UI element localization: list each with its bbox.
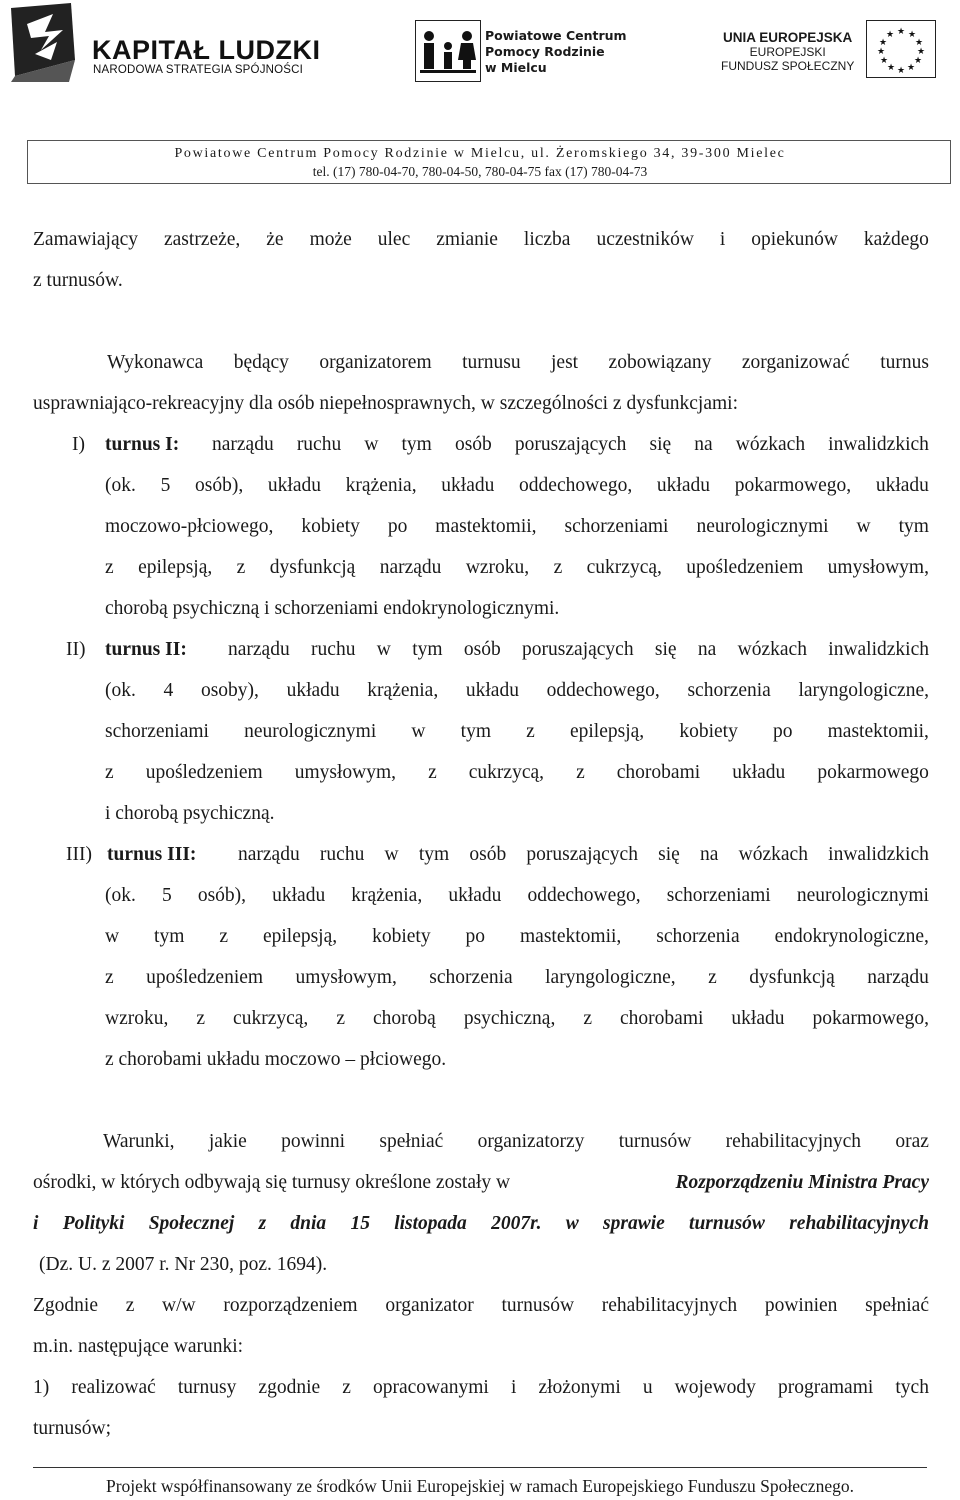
word: zastrzeże,: [164, 229, 241, 250]
word: umysłowym,: [294, 762, 397, 783]
eu-title: UNIA EUROPEJSKA: [723, 30, 853, 45]
svg-text:★: ★: [886, 63, 896, 73]
word: rehabilitacyjnych: [789, 1213, 929, 1234]
p3-line-2-plain: ośrodki, w których odbywają się turnusy określone zostały w: [33, 1172, 511, 1193]
word: umysłowym,: [827, 557, 929, 578]
word: inwalidzkich: [828, 844, 929, 865]
word: upośledzeniem: [686, 557, 804, 578]
word: turnus: [880, 352, 929, 373]
word: 15: [350, 1213, 370, 1234]
word: schorzeniami: [564, 516, 669, 537]
p4-line-2: m.in. następujące warunki:: [33, 1336, 244, 1357]
word: układu: [731, 1008, 785, 1029]
svg-text:★: ★: [896, 27, 906, 37]
footer-rule: [33, 1467, 927, 1468]
word: układu: [448, 885, 502, 906]
word: upośledzeniem: [145, 762, 263, 783]
word: opiekunów: [751, 229, 838, 250]
word: wzroku,: [465, 557, 530, 578]
word: Zgodnie: [33, 1295, 98, 1316]
word: inwalidzkich: [828, 639, 929, 660]
word: osób: [469, 844, 507, 865]
word: że: [266, 229, 284, 250]
footer-cofinancing-note: Projekt współfinansowany ze środków Unii Europejskiej w ramach Europejskiego Funduszu Społecznego.: [106, 1476, 854, 1496]
word: osób),: [197, 885, 247, 906]
word: epilepsją,: [138, 557, 213, 578]
eu-logo-text: [721, 31, 854, 73]
word: kobiety: [679, 721, 738, 742]
word: 2007r.: [491, 1213, 542, 1234]
word: schorzeniami: [105, 721, 209, 742]
word: w: [565, 1213, 579, 1234]
word: sprawie: [603, 1213, 665, 1234]
word: krążenia,: [345, 475, 417, 496]
word: neurologicznymi: [244, 721, 377, 742]
word: układu: [441, 475, 495, 496]
word: mastektomii,: [520, 926, 622, 947]
word: (ok.: [105, 475, 136, 496]
word: tym: [418, 844, 450, 865]
word: cukrzycą,: [468, 762, 545, 783]
p2-line-2: usprawniająco-rekreacyjny dla osób niepełnosprawnych, w szczególności z dysfunkcjami:: [33, 393, 739, 414]
word: uczestników: [596, 229, 694, 250]
turnus-3-line-5: [105, 1007, 929, 1031]
turnus-2-line-4: [105, 761, 929, 785]
pcpr-line-2: Pomocy Rodzinie: [485, 44, 605, 59]
word: krążenia,: [367, 680, 439, 701]
turnus-3-marker: III): [66, 844, 92, 865]
word: mastektomii,: [827, 721, 929, 742]
turnus-1-line-4: [105, 556, 929, 580]
word: zorganizować: [741, 352, 850, 373]
word: narządu: [212, 434, 274, 455]
word: jest: [551, 352, 579, 373]
word: realizować: [71, 1377, 156, 1398]
word: z: [576, 762, 585, 783]
word: narządu: [867, 967, 929, 988]
word: wózkach: [738, 844, 808, 865]
word: upośledzeniem: [146, 967, 264, 988]
turnus-3-line-4: [105, 966, 929, 990]
kapital-ludzki-subtitle: NARODOWA STRATEGIA SPÓJNOŚCI: [93, 64, 304, 76]
pcpr-line-3: w Mielcu: [485, 60, 547, 75]
word: programami: [778, 1377, 874, 1398]
word: tym: [412, 639, 443, 660]
word: z: [105, 557, 114, 578]
word: pokarmowego,: [734, 475, 852, 496]
p1-line-2: z turnusów.: [33, 270, 123, 291]
word: wózkach: [735, 434, 806, 455]
turnus-2-label: turnus II:: [105, 639, 187, 660]
word: schorzenia: [687, 680, 771, 701]
p5-line-1: [33, 1376, 929, 1400]
word: wojewody: [674, 1377, 756, 1398]
word: w: [856, 516, 871, 537]
word: 1): [33, 1377, 50, 1398]
eu-flag-icon: [866, 20, 936, 78]
word: umysłowym,: [295, 967, 397, 988]
word: się: [658, 844, 680, 865]
word: kobiety: [372, 926, 431, 947]
word: rehabilitacyjnych: [601, 1295, 738, 1316]
phone-fax-line: tel. (17) 780-04-70, 780-04-50, 780-04-75 fax (17) 780-04-73: [312, 164, 648, 179]
eu-line-2: EUROPEJSKI: [749, 45, 826, 59]
svg-text:★: ★: [914, 38, 924, 48]
word: osób),: [195, 475, 244, 496]
word: ruchu: [296, 434, 342, 455]
p3-regulation-title-part2: [33, 1212, 929, 1236]
svg-text:★: ★: [879, 56, 889, 66]
word: z: [196, 1008, 206, 1029]
word: z: [428, 762, 437, 783]
svg-text:★: ★: [916, 47, 926, 57]
word: w/w: [162, 1295, 196, 1316]
word: neurologicznymi: [796, 885, 929, 906]
word: listopada: [394, 1213, 467, 1234]
word: i: [510, 1377, 517, 1398]
word: z: [125, 1295, 135, 1316]
word: turnusów: [618, 1131, 692, 1152]
word: układu: [732, 762, 786, 783]
kapital-ludzki-title: KAPITAŁ LUDZKI: [92, 35, 321, 65]
word: wózkach: [737, 639, 807, 660]
word: zmianie: [436, 229, 498, 250]
word: osób: [454, 434, 492, 455]
svg-text:★: ★: [907, 30, 917, 40]
turnus-3-line-2: [105, 884, 929, 908]
turnus-1-marker: I): [72, 434, 85, 455]
word: z: [105, 762, 114, 783]
word: na: [697, 639, 717, 660]
word: po: [772, 721, 793, 742]
word: w: [105, 926, 120, 947]
word: oddechowego,: [546, 680, 660, 701]
word: może: [309, 229, 352, 250]
word: układu: [875, 475, 929, 496]
word: w: [384, 844, 399, 865]
word: ruchu: [319, 844, 365, 865]
word: chorobami: [616, 762, 701, 783]
word: po: [387, 516, 408, 537]
word: laryngologiczne,: [545, 967, 676, 988]
word: rehabilitacyjnych: [725, 1131, 862, 1152]
svg-text:★: ★: [906, 63, 916, 73]
word: każdego: [863, 229, 929, 250]
p3-line-1: [103, 1130, 929, 1154]
word: schorzenia: [429, 967, 513, 988]
word: powinni: [281, 1131, 346, 1152]
word: (ok.: [105, 680, 136, 701]
word: jakie: [208, 1131, 247, 1152]
word: się: [649, 434, 672, 455]
word: organizatorzy: [477, 1131, 585, 1152]
word: laryngologiczne,: [798, 680, 929, 701]
word: 5: [160, 475, 171, 496]
word: pokarmowego: [817, 762, 929, 783]
turnus-1-line-3: [105, 515, 929, 539]
word: 5: [161, 885, 172, 906]
word: układu: [656, 475, 710, 496]
p3-regulation-title-part1: Rozporządzeniu Ministra Pracy: [675, 1172, 929, 1193]
word: dysfunkcją: [269, 557, 356, 578]
word: inwalidzkich: [828, 434, 929, 455]
word: cukrzycą,: [233, 1008, 309, 1029]
word: tym: [460, 721, 492, 742]
address-line: Powiatowe Centrum Pomocy Rodzinie w Mielcu, ul. Żeromskiego 34, 39-300 Mielec: [174, 146, 786, 161]
word: układu: [272, 885, 326, 906]
pcpr-logo-text: [485, 28, 627, 76]
word: z: [336, 1008, 345, 1029]
turnus-2-line-3: [105, 720, 929, 744]
word: tym: [401, 434, 432, 455]
word: opracowanymi: [372, 1377, 489, 1398]
word: z: [258, 1213, 267, 1234]
word: psychiczną,: [463, 1008, 556, 1029]
p5-line-2: turnusów;: [33, 1418, 111, 1439]
word: na: [700, 844, 719, 865]
turnus-3-line-3: [105, 925, 929, 949]
word: endokrynologiczne,: [774, 926, 929, 947]
word: osoby),: [200, 680, 259, 701]
word: Polityki: [62, 1213, 125, 1234]
pcpr-line-1: Powiatowe Centrum: [485, 28, 627, 43]
word: chorobą: [372, 1008, 436, 1029]
word: dysfunkcją: [749, 967, 835, 988]
turnus-1-label: turnus I:: [105, 434, 180, 455]
word: organizator: [385, 1295, 474, 1316]
word: układu: [465, 680, 519, 701]
word: z: [553, 557, 563, 578]
svg-text:★: ★: [896, 66, 906, 76]
word: cukrzycą,: [586, 557, 662, 578]
word: pokarmowego,: [812, 1008, 929, 1029]
word: turnusu: [462, 352, 521, 373]
turnus-3-line-6: z chorobami układu moczowo – płciowego.: [105, 1049, 447, 1070]
turnus-2-marker: II): [66, 639, 86, 660]
word: oraz: [895, 1131, 929, 1152]
word: narządu: [228, 639, 290, 660]
pcpr-family-icon: [415, 20, 481, 82]
eu-line-3: FUNDUSZ SPOŁECZNY: [721, 59, 855, 73]
word: krążenia,: [351, 885, 423, 906]
word: dnia: [290, 1213, 327, 1234]
word: Społecznej: [148, 1213, 235, 1234]
word: Wykonawca: [107, 352, 204, 373]
word: turnusy: [177, 1377, 237, 1398]
word: (ok.: [105, 885, 136, 906]
svg-text:★: ★: [885, 30, 895, 40]
word: z: [708, 967, 717, 988]
word: u: [642, 1377, 653, 1398]
word: z: [105, 967, 114, 988]
word: powinien: [764, 1295, 838, 1316]
word: epilepsją,: [262, 926, 338, 947]
word: Warunki,: [103, 1131, 175, 1152]
word: złożonymi: [538, 1377, 621, 1398]
word: epilepsją,: [569, 721, 645, 742]
turnus-1-line-2: [105, 474, 929, 498]
word: neurologicznymi: [696, 516, 829, 537]
word: schorzeniami: [666, 885, 771, 906]
word: z: [526, 721, 535, 742]
p3-line-4: (Dz. U. z 2007 r. Nr 230, poz. 1694).: [39, 1254, 328, 1275]
word: oddechowego,: [519, 475, 633, 496]
word: rozporządzeniem: [223, 1295, 358, 1316]
word: układu: [286, 680, 340, 701]
p1-line-1: [33, 228, 929, 252]
word: zgodnie: [258, 1377, 321, 1398]
turnus-2-line-5: i chorobą psychiczną.: [105, 803, 275, 824]
word: liczba: [523, 229, 571, 250]
word: narządu: [238, 844, 300, 865]
turnus-2-line-1: [228, 638, 929, 662]
word: z: [236, 557, 246, 578]
word: na: [694, 434, 713, 455]
word: tym: [898, 516, 929, 537]
word: w: [364, 434, 379, 455]
p3-line-2: [33, 1171, 929, 1195]
word: turnusów: [689, 1213, 765, 1234]
word: w: [411, 721, 426, 742]
word: zobowiązany: [608, 352, 712, 373]
word: będący: [233, 352, 289, 373]
p4-line-1: [33, 1294, 929, 1318]
word: poruszających: [522, 639, 634, 660]
svg-text:★: ★: [913, 56, 923, 66]
word: mastektomii,: [435, 516, 537, 537]
turnus-2-line-2: [105, 679, 929, 703]
svg-text:★: ★: [878, 38, 888, 48]
svg-text:★: ★: [876, 47, 886, 57]
word: spełniać: [379, 1131, 444, 1152]
word: oddechowego,: [527, 885, 641, 906]
word: wzroku,: [105, 1008, 169, 1029]
word: ulec: [377, 229, 411, 250]
turnus-1-line-1: [212, 433, 929, 457]
word: ruchu: [311, 639, 356, 660]
word: turnusów: [501, 1295, 575, 1316]
word: organizatorem: [319, 352, 432, 373]
word: i: [33, 1213, 39, 1234]
word: tych: [895, 1377, 929, 1398]
word: spełniać: [865, 1295, 929, 1316]
word: Zamawiający: [33, 229, 139, 250]
word: schorzenia: [656, 926, 740, 947]
word: się: [654, 639, 677, 660]
word: z: [342, 1377, 351, 1398]
word: 4: [163, 680, 174, 701]
p2-line-1: [107, 351, 929, 375]
word: układu: [267, 475, 321, 496]
word: narządu: [379, 557, 442, 578]
word: z: [583, 1008, 592, 1029]
word: osób: [463, 639, 501, 660]
kapital-ludzki-emblem: [5, 2, 85, 84]
word: moczowo-płciowego,: [105, 516, 274, 537]
word: poruszających: [526, 844, 638, 865]
word: w: [376, 639, 391, 660]
word: poruszających: [514, 434, 627, 455]
word: i: [719, 229, 726, 250]
turnus-3-line-1: [238, 843, 929, 867]
word: z: [219, 926, 228, 947]
turnus-1-line-5: chorobą psychiczną i schorzeniami endokrynologicznymi.: [105, 598, 560, 619]
word: tym: [154, 926, 185, 947]
word: chorobami: [620, 1008, 704, 1029]
turnus-3-label: turnus III:: [107, 844, 197, 865]
word: po: [465, 926, 486, 947]
word: kobiety: [301, 516, 360, 537]
